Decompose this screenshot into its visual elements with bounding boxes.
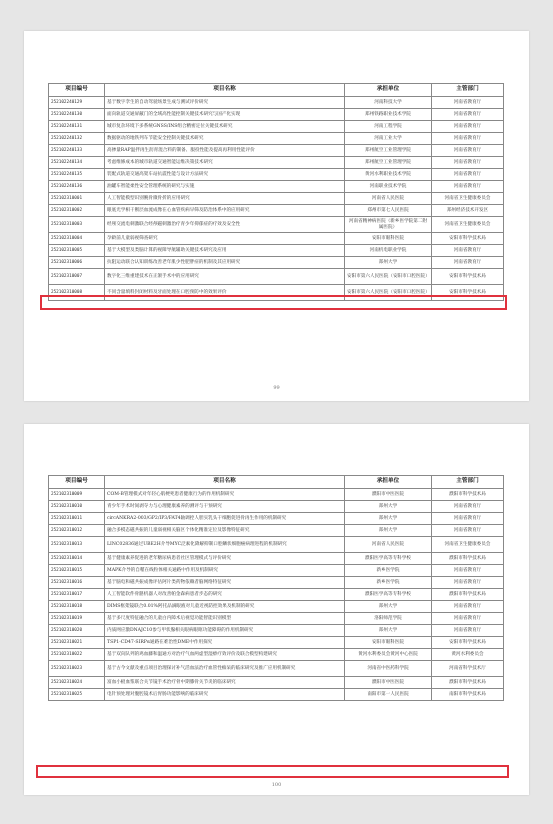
cell-undertaking-unit: 河南工程学院: [345, 121, 432, 133]
cell-project-id: 252102310024: [49, 677, 105, 689]
cell-undertaking-unit: 郑州市第七人民医院: [345, 205, 432, 217]
cell-undertaking-unit: 河南省人民医院: [345, 537, 432, 553]
cell-project-id: 252102310023: [49, 661, 105, 677]
cell-project-name: 经颅交流电刺激联合经颅磁刺激治疗青少年抑郁症的疗效及安全性: [105, 217, 345, 233]
cell-undertaking-unit: 南阳市第一人民医院: [345, 689, 432, 701]
cell-supervising-dept: 安阳市科学技术局: [432, 269, 504, 285]
cell-project-name: 考虑维修成本的城市轨道交通智能运维决策技术研究: [105, 157, 345, 169]
cell-undertaking-unit: 郑州铁路职业技术学院: [345, 109, 432, 121]
cell-supervising-dept: 河南省教育厅: [432, 613, 504, 625]
header-project-id: 项目编号: [49, 84, 105, 97]
cell-supervising-dept: 安阳市科学技术局: [432, 637, 504, 649]
cell-supervising-dept: 河南省教育厅: [432, 525, 504, 537]
cell-project-name: MAPK介导的自噬在线粒体相关通路中作用及机制研究: [105, 565, 345, 577]
table-row: [49, 269, 504, 285]
table-row: [49, 677, 504, 689]
table-row: [49, 157, 504, 169]
cell-undertaking-unit: 河南省精神病医院（新乡医学院第二附属医院）: [345, 217, 432, 233]
header-project-id: 项目编号: [49, 476, 105, 489]
cell-project-name: 抗阻运动联合认知训练改善老年肌少性肥胖症的机制及其应用研究: [105, 257, 345, 269]
cell-supervising-dept: 河南省教育厅: [432, 565, 504, 577]
cell-project-id: 252102310013: [49, 537, 105, 553]
table-row: [49, 109, 504, 121]
cell-supervising-dept: 河南省教育厅: [432, 133, 504, 145]
table-row: [49, 181, 504, 193]
table-row: [49, 513, 504, 525]
cell-project-id: 252102240134: [49, 157, 105, 169]
cell-supervising-dept: 河南省卫生健康委员会: [432, 217, 504, 233]
cell-project-name: 数据驱动的地铁列车节能安全控制关键技术研究: [105, 133, 345, 145]
cell-supervising-dept: 河南省教育厅: [432, 601, 504, 613]
cell-project-id: 252102310019: [49, 613, 105, 625]
cell-supervising-dept: 濮阳市科学技术局: [432, 489, 504, 501]
header-project-name: 项目名称: [105, 84, 345, 97]
table-row: [49, 233, 504, 245]
cell-project-id: 252102310002: [49, 205, 105, 217]
cell-project-id: 252102310017: [49, 589, 105, 601]
cell-undertaking-unit: 河南工业大学: [345, 133, 432, 145]
cell-project-name: 基于健康素养促进的老年糖尿病患者社区管理模式与评价研究: [105, 553, 345, 565]
cell-undertaking-unit: 河南省人民医院: [345, 193, 432, 205]
cell-project-name: 人工智能软件骨骼机器人对改善帕金森病患者步态的研究: [105, 589, 345, 601]
cell-project-id: 252102310006: [49, 257, 105, 269]
header-supervising-dept: 主管部门: [432, 476, 504, 489]
cell-supervising-dept: 河南省卫生健康委员会: [432, 537, 504, 553]
cell-undertaking-unit: 郑州大学: [345, 513, 432, 525]
table-row: [49, 285, 504, 301]
cell-project-name: 电针预处理对腹腔镜术后胃肠功能影响的临床研究: [105, 689, 345, 701]
cell-project-id: 252102240132: [49, 133, 105, 145]
cell-supervising-dept: 南阳市科学技术局: [432, 689, 504, 701]
table-row: [49, 565, 504, 577]
cell-supervising-dept: 河南省教育厅: [432, 121, 504, 133]
table-row: [49, 121, 504, 133]
cell-project-id: 252102310001: [49, 193, 105, 205]
cell-project-id: 252102310012: [49, 525, 105, 537]
table-header-row: [49, 84, 504, 97]
cell-undertaking-unit: 新乡医学院: [345, 565, 432, 577]
cell-project-id: 252102310004: [49, 233, 105, 245]
cell-undertaking-unit: 郑州大学: [345, 525, 432, 537]
table-row: [49, 245, 504, 257]
cell-project-id: 252102310005: [49, 245, 105, 257]
cell-supervising-dept: 郑州经济技术开发区: [432, 205, 504, 217]
table-row: [49, 489, 504, 501]
cell-supervising-dept: 黄河水利委员会: [432, 649, 504, 661]
cell-supervising-dept: 河南省科学技术厅: [432, 661, 504, 677]
cell-supervising-dept: 河南省教育厅: [432, 169, 504, 181]
cell-project-id: 252102310003: [49, 217, 105, 233]
cell-undertaking-unit: 濮阳医学高等专科学校: [345, 589, 432, 601]
cell-supervising-dept: 河南省教育厅: [432, 577, 504, 589]
cell-undertaking-unit: 濮阳市中医医院: [345, 677, 432, 689]
cell-undertaking-unit: 郑州大学: [345, 601, 432, 613]
cell-project-name: 融合多模态磁共振的儿童弱视相关脑区个体化精准定位及影像特征研究: [105, 525, 345, 537]
cell-project-id: 252102310014: [49, 553, 105, 565]
table-row: [49, 553, 504, 565]
cell-project-id: 252102310022: [49, 649, 105, 661]
cell-project-name: DIMS框架镜联合0.01%阿托品滴眼液对儿童近视防控效果及机制的研究: [105, 601, 345, 613]
table-row: [49, 133, 504, 145]
cell-project-name: 孕龄前儿童弱视筛查研究: [105, 233, 345, 245]
cell-undertaking-unit: 黄河水利职业技术学院: [345, 169, 432, 181]
table-row: [49, 601, 504, 613]
document-page-100: [24, 424, 529, 795]
header-undertaking-unit: 承担单位: [345, 84, 432, 97]
cell-project-name: 眼底光学相干断层血流成像在心血管疾病早筛及防治体系中的应用研究: [105, 205, 345, 217]
cell-supervising-dept: 河南省教育厅: [432, 157, 504, 169]
cell-project-id: 252102310007: [49, 269, 105, 285]
table-body: [49, 489, 504, 701]
cell-supervising-dept: 河南省教育厅: [432, 145, 504, 157]
cell-project-name: COM-B管理模式对年轻心肌梗死患者健康行为的作用机制研究: [105, 489, 345, 501]
table-header-row: [49, 476, 504, 489]
table-row: [49, 589, 504, 601]
table-row: [49, 257, 504, 269]
cell-project-name: circANKRA2-003/GP2/IP3/FAT4轴调控人胆实乳头干细胞促进骨再生作用的机制研究: [105, 513, 345, 525]
cell-project-name: 面向轨道交通屏蔽门的全域高性能控制关键技术研究与国产化实现: [105, 109, 345, 121]
cell-undertaking-unit: 安阳市第六人民医院（安阳市口腔医院）: [345, 269, 432, 285]
cell-project-id: 252102310011: [49, 513, 105, 525]
cell-supervising-dept: 河南省教育厅: [432, 245, 504, 257]
cell-project-id: 252102240133: [49, 145, 105, 157]
cell-project-name: 内质网应激DNAJC10参与甲状腺相关眼病眼眶功能障碍的作用机制研究: [105, 625, 345, 637]
cell-project-name: 青少年手术时间剥夺力与心理健康素养的测评与干预研究: [105, 501, 345, 513]
project-table: [48, 83, 504, 301]
cell-project-name: LINC02836通过UBE2H介导MYC泛素化降解抑制口腔鳞状细胞癌病理进程的机制研究: [105, 537, 345, 553]
table-row: [49, 501, 504, 513]
cell-project-name: 城市复杂环境下多系统GNSS/INS组合精密定位关键技术研究: [105, 121, 345, 133]
cell-undertaking-unit: 河南职业技术学院: [345, 181, 432, 193]
cell-project-name: 装配式轨道交通高架车站抗震性能与设计方法研究: [105, 169, 345, 181]
cell-project-id: 252102310016: [49, 577, 105, 589]
cell-project-id: 252102310021: [49, 637, 105, 649]
cell-undertaking-unit: 新乡医学院: [345, 577, 432, 589]
cell-supervising-dept: 濮阳市科学技术局: [432, 677, 504, 689]
cell-project-id: 252102240131: [49, 121, 105, 133]
cell-project-id: 252102310008: [49, 285, 105, 301]
cell-project-id: 252102310025: [49, 689, 105, 701]
table-row: [49, 525, 504, 537]
cell-undertaking-unit: 安阳市眼科医院: [345, 637, 432, 649]
cell-supervising-dept: 河南省教育厅: [432, 513, 504, 525]
cell-supervising-dept: 河南省教育厅: [432, 257, 504, 269]
cell-project-name: 人工智能模型识别腕骨微骨折的应用研究: [105, 193, 345, 205]
cell-project-name: 不同含量填料封闭材料及牙面处理在口腔预防中的效果评价: [105, 285, 345, 301]
table-row: [49, 637, 504, 649]
table-row: [49, 625, 504, 637]
cell-supervising-dept: 河南省教育厅: [432, 109, 504, 121]
cell-project-name: 数字化三维重建技术在正颌手术中的应用研究: [105, 269, 345, 285]
cell-project-name: 油罐车智能柔性安全管理系统的研究与实施: [105, 181, 345, 193]
cell-undertaking-unit: 郑州大学: [345, 257, 432, 269]
cell-undertaking-unit: 河南机电职业学院: [345, 245, 432, 257]
table-body: [49, 97, 504, 301]
table-row: [49, 217, 504, 233]
cell-supervising-dept: 河南省教育厅: [432, 625, 504, 637]
table-row: [49, 205, 504, 217]
header-undertaking-unit: 承担单位: [345, 476, 432, 489]
table-row: [49, 97, 504, 109]
table-row: [49, 169, 504, 181]
cell-supervising-dept: 濮阳市科学技术局: [432, 553, 504, 565]
document-page-99: [24, 31, 529, 401]
cell-project-id: 252102310020: [49, 625, 105, 637]
table-row: [49, 689, 504, 701]
cell-project-id: 252102310010: [49, 501, 105, 513]
cell-supervising-dept: 河南省教育厅: [432, 97, 504, 109]
cell-undertaking-unit: 郑州大学: [345, 625, 432, 637]
cell-project-id: 252102240136: [49, 181, 105, 193]
cell-project-name: 基于古今文献及重点项目治理探讨补气活血法治疗血管性痴呆的临床研究及推广应用机制研究: [105, 661, 345, 677]
page-number: 99: [273, 385, 280, 391]
table-row: [49, 145, 504, 157]
cell-project-name: 基于数字孪生的自动驾驶场景生成与测试评价研究: [105, 97, 345, 109]
cell-supervising-dept: 濮阳市科学技术局: [432, 589, 504, 601]
header-supervising-dept: 主管部门: [432, 84, 504, 97]
cell-undertaking-unit: 郑州航空工业管理学院: [345, 157, 432, 169]
cell-project-id: 252102310015: [49, 565, 105, 577]
page-number: 100: [271, 782, 282, 788]
cell-project-name: 富血小板血浆联合关节镜手术治疗骨中期膝骨关节炎的临床研究: [105, 677, 345, 689]
cell-project-id: 252102310018: [49, 601, 105, 613]
cell-supervising-dept: 河南省教育厅: [432, 181, 504, 193]
cell-project-name: 基于大模型及类脑计算的视障导航辅助关键技术研究及应用: [105, 245, 345, 257]
cell-supervising-dept: 河南省教育厅: [432, 501, 504, 513]
header-project-name: 项目名称: [105, 476, 345, 489]
cell-project-id: 252102240130: [49, 109, 105, 121]
cell-project-id: 252102240135: [49, 169, 105, 181]
cell-undertaking-unit: 安阳市眼科医院: [345, 233, 432, 245]
cell-project-name: 基于双向队列的鸡血藤和温通方对治疗气血两虚型湿痹疗效评价及联合模型构建研究: [105, 649, 345, 661]
cell-project-name: 高掺量RAP温拌再生沥青混合料的制备、服役性能及提高再利用性能评价: [105, 145, 345, 157]
cell-undertaking-unit: 河南省中医药科学院: [345, 661, 432, 677]
cell-undertaking-unit: 黄河水利委员会黄河中心医院: [345, 649, 432, 661]
table-row: [49, 613, 504, 625]
table-row: [49, 661, 504, 677]
cell-supervising-dept: 河南省卫生健康委员会: [432, 193, 504, 205]
cell-undertaking-unit: 河南科技大学: [345, 97, 432, 109]
cell-undertaking-unit: 洛阳师范学院: [345, 613, 432, 625]
cell-undertaking-unit: 安阳市第六人民医院（安阳市口腔医院）: [345, 285, 432, 301]
cell-supervising-dept: 安阳市科学技术局: [432, 233, 504, 245]
cell-undertaking-unit: 郑州航空工业管理学院: [345, 145, 432, 157]
cell-undertaking-unit: 濮阳医学高等专科学校: [345, 553, 432, 565]
cell-project-name: 基于多尺度特征融合的儿童白内障术后视觉功能智能识别模型: [105, 613, 345, 625]
table-row: [49, 649, 504, 661]
cell-undertaking-unit: 濮阳市中医医院: [345, 489, 432, 501]
cell-project-name: TSP1-CD47-SIRPα通路在难治性DME中作用探究: [105, 637, 345, 649]
table-row: [49, 537, 504, 553]
cell-project-name: 基于脑电和磁共振成像评估阿片类药物依赖者脑网络特征研究: [105, 577, 345, 589]
table-row: [49, 577, 504, 589]
table-row: [49, 193, 504, 205]
cell-undertaking-unit: 郑州大学: [345, 501, 432, 513]
cell-project-id: 252102240129: [49, 97, 105, 109]
project-table: [48, 475, 504, 701]
cell-project-id: 252102310009: [49, 489, 105, 501]
cell-supervising-dept: 安阳市科学技术局: [432, 285, 504, 301]
